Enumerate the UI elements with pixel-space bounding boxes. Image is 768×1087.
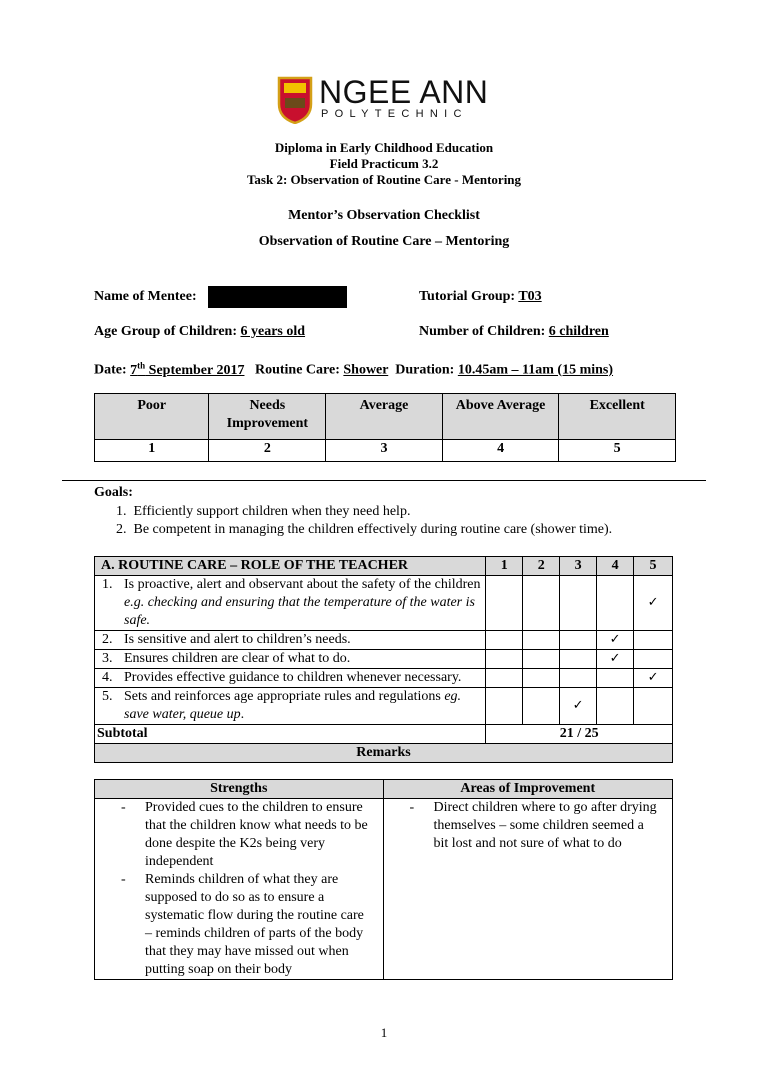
rating-label: Average xyxy=(326,394,443,440)
page-number: 1 xyxy=(380,1025,388,1040)
checklist-item: 3. Ensures children are clear of what to do. xyxy=(102,651,351,666)
rating-value: 4 xyxy=(442,440,559,462)
subtotal-row xyxy=(95,725,673,744)
checklist-item-row xyxy=(95,669,673,688)
document-header xyxy=(0,140,768,188)
task-line: Task 2: Observation of Routine Care - Mentoring xyxy=(246,172,522,187)
age-group xyxy=(94,324,305,340)
remarks-table xyxy=(94,779,673,980)
section-title: A. ROUTINE CARE – ROLE OF THE TEACHER xyxy=(95,557,486,576)
improvement-header: Areas of Improvement xyxy=(383,780,673,799)
date-value: 7th September 2017 xyxy=(130,360,245,378)
rating-value: 1 xyxy=(95,440,209,462)
check-icon: ✓ xyxy=(597,631,634,650)
duration-value: 10.45am – 11am (15 mins) xyxy=(457,362,614,378)
score-col-header: 2 xyxy=(523,557,560,576)
section-header-row xyxy=(95,557,673,576)
checklist-title: Mentor’s Observation Checklist xyxy=(288,208,480,223)
goal-item: 1. Efficiently support children when they need help. xyxy=(116,504,411,519)
check-icon: ✓ xyxy=(597,650,634,669)
improvement-item: - Direct children where to go after drying themselves – some children seemed a bit lost and not sure of what to do xyxy=(409,800,657,851)
tutorial-label: Tutorial Group: xyxy=(419,289,516,304)
score-col-header: 4 xyxy=(597,557,634,576)
practicum-line: Field Practicum 3.2 xyxy=(329,156,439,171)
date-label: Date: xyxy=(94,362,127,378)
check-icon: ✓ xyxy=(634,669,673,688)
remarks-row xyxy=(95,744,673,763)
strengths-list xyxy=(95,799,384,980)
divider xyxy=(62,480,706,481)
check-icon: ✓ xyxy=(560,688,597,725)
routine-care-checklist xyxy=(94,556,673,763)
goals-label: Goals: xyxy=(94,485,133,500)
check-icon: ✓ xyxy=(634,576,673,631)
strengths-header: Strengths xyxy=(95,780,384,799)
date-line xyxy=(94,360,613,379)
checklist-item: 4. Provides effective guidance to children whenever necessary. xyxy=(102,670,462,685)
subtotal-label: Subtotal xyxy=(95,725,486,744)
rating-value: 2 xyxy=(209,440,326,462)
rating-label: Needs Improvement xyxy=(209,394,326,440)
routine-value: Shower xyxy=(343,362,389,378)
number-of-children xyxy=(419,324,609,340)
rating-value: 3 xyxy=(326,440,443,462)
tutorial-value: T03 xyxy=(518,289,542,304)
strength-item: - Provided cues to the children to ensure that the children know what needs to be done despite the K2s being very independent xyxy=(121,800,368,869)
routine-label: Routine Care: xyxy=(254,362,340,378)
checklist-item-row xyxy=(95,688,673,725)
num-label: Number of Children: xyxy=(419,324,546,339)
rating-value: 5 xyxy=(559,440,676,462)
redacted-mentee-name xyxy=(208,286,347,308)
remarks-header-row xyxy=(95,780,673,799)
improvements-list xyxy=(383,799,673,980)
duration-label: Duration: xyxy=(395,362,455,378)
score-col-header: 1 xyxy=(486,557,523,576)
remarks-content-row xyxy=(95,799,673,980)
shield-crest-icon xyxy=(277,76,313,124)
logo-wordmark: NGEE ANN xyxy=(319,74,489,110)
tutorial-group xyxy=(419,289,542,305)
institution-logo xyxy=(277,76,497,126)
num-value: 6 children xyxy=(548,324,609,339)
checklist-item: 1. Is proactive, alert and observant about the safety of the children e.g. checking and ensuring that the temperature of the water is safe. xyxy=(102,577,481,628)
age-label: Age Group of Children: xyxy=(94,324,237,339)
mentee-label: Name of Mentee: xyxy=(94,289,197,304)
rating-label: Poor xyxy=(95,394,209,440)
checklist-item-row xyxy=(95,576,673,631)
checklist-item-row xyxy=(95,650,673,669)
checklist-item-row xyxy=(95,631,673,650)
checklist-item: 5. Sets and reinforces age appropriate rules and regulations eg. save water, queue up. xyxy=(102,689,462,722)
rating-label: Excellent xyxy=(559,394,676,440)
rating-label: Above Average xyxy=(442,394,559,440)
strength-item: - Reminds children of what they are supposed to do so as to ensure a systematic flow during the routine care – reminds children of parts of the body that they may have missed out when putting soap on their body xyxy=(121,872,364,977)
programme-line: Diploma in Early Childhood Education xyxy=(274,140,494,155)
age-value: 6 years old xyxy=(240,324,306,339)
rating-scale-table xyxy=(94,393,676,462)
rating-values-row xyxy=(95,440,676,462)
goals-list xyxy=(116,503,686,539)
checklist-subtitle: Observation of Routine Care – Mentoring xyxy=(258,234,510,249)
remarks-label: Remarks xyxy=(95,744,673,763)
score-col-header: 5 xyxy=(634,557,673,576)
score-col-header: 3 xyxy=(560,557,597,576)
subtotal-value: 21 / 25 xyxy=(486,725,673,744)
logo-subtitle: POLYTECHNIC xyxy=(321,108,468,120)
checklist-item: 2. Is sensitive and alert to children’s needs. xyxy=(102,632,351,647)
goal-item: 2. Be competent in managing the children effectively during routine care (shower time). xyxy=(116,522,613,537)
rating-labels-row xyxy=(95,394,676,440)
